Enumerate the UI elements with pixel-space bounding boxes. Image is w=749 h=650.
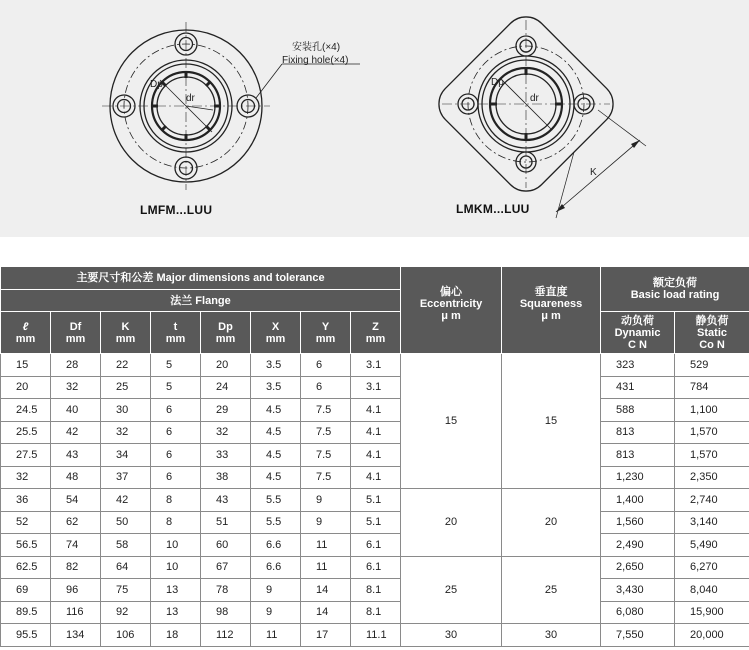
dynamic-load-value: 6,080 — [601, 601, 675, 624]
table-cell: 5.1 — [351, 511, 401, 534]
table-cell: 18 — [151, 624, 201, 647]
static-load-value: 15,900 — [675, 601, 749, 624]
table-cell: 34 — [101, 444, 151, 467]
table-cell: 15 — [1, 354, 51, 377]
table-cell: 5.5 — [251, 489, 301, 512]
table-cell: 32 — [51, 376, 101, 399]
dynamic-load-value: 1,230 — [601, 466, 675, 489]
table-cell: 116 — [51, 601, 101, 624]
table-cell: 78 — [201, 579, 251, 602]
table-row — [1, 354, 749, 377]
table-cell: 69 — [1, 579, 51, 602]
table-cell: 40 — [51, 399, 101, 422]
table-cell: 62 — [51, 511, 101, 534]
table-cell: 7.5 — [301, 421, 351, 444]
col-header-z: Z mm — [351, 312, 401, 354]
table-cell: 11 — [251, 624, 301, 647]
table-row — [1, 511, 749, 534]
table-row — [1, 376, 749, 399]
dynamic-load-value: 813 — [601, 421, 675, 444]
col-header-df: Df mm — [51, 312, 101, 354]
table-cell: 6.6 — [251, 534, 301, 557]
table-cell: 5 — [151, 376, 201, 399]
squareness-value: 20 — [502, 489, 601, 557]
table-cell: 38 — [201, 466, 251, 489]
squareness-value: 15 — [502, 354, 601, 489]
table-cell: 52 — [1, 511, 51, 534]
squareness-value: 30 — [502, 624, 601, 647]
right-flange-caption: LMKM...LUU — [456, 202, 530, 216]
table-row — [1, 601, 749, 624]
left-flange-caption: LMFM...LUU — [140, 203, 213, 217]
table-cell: 10 — [151, 556, 201, 579]
dynamic-load-value: 3,430 — [601, 579, 675, 602]
table-cell: 6 — [301, 376, 351, 399]
table-cell: 25.5 — [1, 421, 51, 444]
table-cell: 11 — [301, 556, 351, 579]
table-row — [1, 399, 749, 422]
squareness-value: 25 — [502, 556, 601, 624]
table-cell: 4.5 — [251, 399, 301, 422]
table-cell: 22 — [101, 354, 151, 377]
table-cell: 6 — [151, 466, 201, 489]
table-cell: 24.5 — [1, 399, 51, 422]
table-cell: 8 — [151, 511, 201, 534]
table-cell: 89.5 — [1, 601, 51, 624]
squareness-header: 垂直度 Squareness μ m — [502, 267, 601, 354]
table-cell: 60 — [201, 534, 251, 557]
table-cell: 48 — [51, 466, 101, 489]
dimensions-table — [0, 266, 749, 647]
static-load-value: 2,350 — [675, 466, 749, 489]
table-body — [1, 354, 749, 647]
static-load-value: 784 — [675, 376, 749, 399]
table-cell: 4.1 — [351, 466, 401, 489]
table-cell: 25 — [101, 376, 151, 399]
static-load-value: 1,570 — [675, 421, 749, 444]
table-cell: 106 — [101, 624, 151, 647]
table-cell: 33 — [201, 444, 251, 467]
table-cell: 36 — [1, 489, 51, 512]
table-cell: 3.1 — [351, 354, 401, 377]
dynamic-load-value: 2,650 — [601, 556, 675, 579]
table-cell: 27.5 — [1, 444, 51, 467]
flange-drawings — [0, 0, 749, 237]
table-cell: 6.6 — [251, 556, 301, 579]
table-cell: 5 — [151, 354, 201, 377]
table-cell: 4.1 — [351, 399, 401, 422]
table-cell: 3.1 — [351, 376, 401, 399]
dp-label-left: Dp — [150, 79, 163, 90]
static-load-header: 静负荷 Static Co N — [675, 312, 749, 354]
table-cell: 96 — [51, 579, 101, 602]
dynamic-load-value: 2,490 — [601, 534, 675, 557]
table-cell: 4.5 — [251, 444, 301, 467]
table-cell: 9 — [301, 511, 351, 534]
table-cell: 6 — [151, 399, 201, 422]
table-cell: 92 — [101, 601, 151, 624]
dynamic-load-header: 动负荷 Dynamic C N — [601, 312, 675, 354]
table-cell: 43 — [51, 444, 101, 467]
col-header-k: K mm — [101, 312, 151, 354]
eccentricity-value: 15 — [401, 354, 502, 489]
flange-header: 法兰 Flange — [1, 290, 401, 312]
table-cell: 17 — [301, 624, 351, 647]
table-cell: 7.5 — [301, 444, 351, 467]
col-header-l: ℓ mm — [1, 312, 51, 354]
table-row — [1, 579, 749, 602]
table-cell: 56.5 — [1, 534, 51, 557]
table-cell: 8.1 — [351, 579, 401, 602]
table-cell: 6 — [151, 421, 201, 444]
table-cell: 9 — [301, 489, 351, 512]
table-cell: 7.5 — [301, 399, 351, 422]
table-cell: 5.1 — [351, 489, 401, 512]
table-cell: 32 — [101, 421, 151, 444]
static-load-value: 1,570 — [675, 444, 749, 467]
table-cell: 32 — [201, 421, 251, 444]
table-cell: 4.5 — [251, 421, 301, 444]
k-dimension-label: K — [590, 167, 597, 178]
dynamic-load-value: 813 — [601, 444, 675, 467]
table-cell: 134 — [51, 624, 101, 647]
eccentricity-header: 偏心 Eccentricity μ m — [401, 267, 502, 354]
table-cell: 20 — [201, 354, 251, 377]
table-cell: 6 — [151, 444, 201, 467]
table-cell: 4.1 — [351, 421, 401, 444]
table-cell: 95.5 — [1, 624, 51, 647]
dr-label-left: dr — [186, 93, 195, 104]
static-load-value: 20,000 — [675, 624, 749, 647]
table-cell: 67 — [201, 556, 251, 579]
table-cell: 4.1 — [351, 444, 401, 467]
table-row — [1, 421, 749, 444]
static-load-value: 6,270 — [675, 556, 749, 579]
table-cell: 50 — [101, 511, 151, 534]
table-cell: 82 — [51, 556, 101, 579]
table-cell: 98 — [201, 601, 251, 624]
table-cell: 28 — [51, 354, 101, 377]
dynamic-load-value: 1,400 — [601, 489, 675, 512]
table-cell: 3.5 — [251, 376, 301, 399]
table-cell: 13 — [151, 601, 201, 624]
table-cell: 64 — [101, 556, 151, 579]
table-row — [1, 489, 749, 512]
static-load-value: 3,140 — [675, 511, 749, 534]
table-row — [1, 534, 749, 557]
static-load-value: 8,040 — [675, 579, 749, 602]
eccentricity-value: 30 — [401, 624, 502, 647]
table-cell: 14 — [301, 601, 351, 624]
eccentricity-value: 25 — [401, 556, 502, 624]
table-cell: 8 — [151, 489, 201, 512]
dynamic-load-value: 431 — [601, 376, 675, 399]
col-header-y: Y mm — [301, 312, 351, 354]
table-cell: 6.1 — [351, 534, 401, 557]
table-cell: 42 — [51, 421, 101, 444]
table-row — [1, 556, 749, 579]
static-load-value: 5,490 — [675, 534, 749, 557]
eccentricity-value: 20 — [401, 489, 502, 557]
table-cell: 43 — [201, 489, 251, 512]
table-cell: 20 — [1, 376, 51, 399]
dynamic-load-value: 323 — [601, 354, 675, 377]
table-cell: 9 — [251, 601, 301, 624]
fixing-hole-label-cn: 安装孔(×4) — [292, 42, 341, 53]
table-cell: 10 — [151, 534, 201, 557]
static-load-value: 529 — [675, 354, 749, 377]
dynamic-load-value: 1,560 — [601, 511, 675, 534]
square-flange-drawing — [430, 8, 646, 218]
dynamic-load-value: 7,550 — [601, 624, 675, 647]
static-load-value: 2,740 — [675, 489, 749, 512]
table-cell: 29 — [201, 399, 251, 422]
table-cell: 75 — [101, 579, 151, 602]
table-cell: 11 — [301, 534, 351, 557]
table-cell: 11.1 — [351, 624, 401, 647]
table-cell: 8.1 — [351, 601, 401, 624]
table-cell: 13 — [151, 579, 201, 602]
major-dimensions-header: 主要尺寸和公差 Major dimensions and tolerance — [1, 267, 401, 290]
dynamic-load-value: 588 — [601, 399, 675, 422]
table-cell: 5.5 — [251, 511, 301, 534]
table-cell: 4.5 — [251, 466, 301, 489]
table-cell: 3.5 — [251, 354, 301, 377]
table-cell: 6.1 — [351, 556, 401, 579]
col-header-x: X mm — [251, 312, 301, 354]
dr-label-right: dr — [530, 93, 539, 104]
table-cell: 62.5 — [1, 556, 51, 579]
basic-load-rating-header: 额定负荷 Basic load rating — [601, 267, 749, 312]
technical-drawing-panel — [0, 0, 749, 237]
fixing-hole-label-en: Fixing hole(×4) — [282, 55, 349, 66]
table-row — [1, 466, 749, 489]
table-cell: 6 — [301, 354, 351, 377]
static-load-value: 1,100 — [675, 399, 749, 422]
col-header-t: t mm — [151, 312, 201, 354]
table-cell: 54 — [51, 489, 101, 512]
table-cell: 51 — [201, 511, 251, 534]
table-cell: 24 — [201, 376, 251, 399]
table-cell: 7.5 — [301, 466, 351, 489]
table-cell: 74 — [51, 534, 101, 557]
table-cell: 14 — [301, 579, 351, 602]
table-row — [1, 444, 749, 467]
table-cell: 58 — [101, 534, 151, 557]
dp-label-right: Dp — [491, 77, 504, 88]
table-cell: 37 — [101, 466, 151, 489]
table-cell: 9 — [251, 579, 301, 602]
table-cell: 32 — [1, 466, 51, 489]
table-cell: 42 — [101, 489, 151, 512]
col-header-dp: Dp mm — [201, 312, 251, 354]
table-cell: 112 — [201, 624, 251, 647]
table-cell: 30 — [101, 399, 151, 422]
table-row — [1, 624, 749, 647]
